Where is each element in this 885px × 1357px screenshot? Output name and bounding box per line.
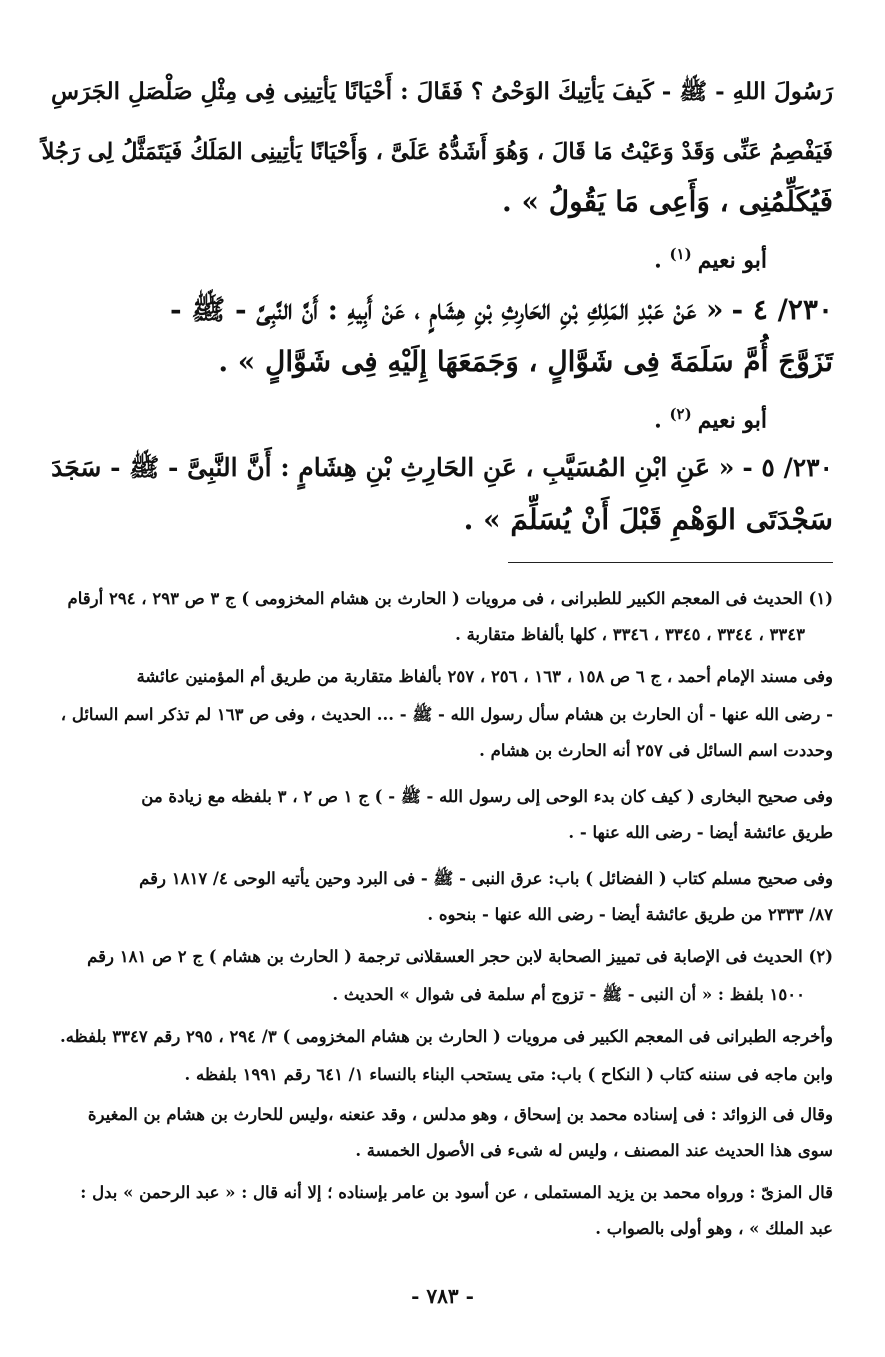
footnote-line: طريق عائشة أيضا - رضى الله عنها - . (568, 823, 833, 842)
footnote-line: - رضى الله عنها - أن الحارث بن هشام سأل رسول الله - ﷺ - ... الحديث ، وفى ص ١٦٣ لم تذكر اسم السائل ، (60, 705, 833, 724)
page-number: - ٧٨٣ - (411, 1284, 474, 1308)
footnote-line: عبد الملك » ، وهو أولى بالصواب . (595, 1219, 833, 1238)
footnote-line: (١) الحديث فى المعجم الكبير للطبرانى ، فى مرويات ( الحارث بن هشام المخزومى ) ج ٣ ص ٢٩٣ ، ٢٩٤ أرقام (67, 589, 833, 608)
footnote-line: وقال فى الزوائد : فى إسناده محمد بن إسحاق ، وهو مدلس ، وقد عنعنه ،وليس للحارث بن هشام بن المغيرة (87, 1105, 833, 1124)
footnote-line: وأخرجه الطبرانى فى المعجم الكبير فى مرويات ( الحارث بن هشام المخزومى ) ٣/ ٢٩٤ ، ٢٩٥ رقم ٣٣٤٧ بلفظه. (59, 1027, 833, 1046)
hadith-4-line (43, 288, 833, 332)
footnote-line: وابن ماجه فى سننه كتاب ( النكاح ) باب: متى يستحب البناء بالنساء ١/ ٦٤١ رقم ١٩٩١ بلفظه . (184, 1065, 833, 1084)
footnote-line: وحددت اسم السائل فى ٢٥٧ أنه الحارث بن هشام . (479, 741, 833, 760)
hadith-number: ٢٣٠/ ٤ - (731, 293, 833, 326)
hadith-5-line (43, 446, 833, 490)
footnote-line: وفى مسند الإمام أحمد ، ج ٦ ص ١٥٨ ، ١٦٣ ، ٢٥٦ ، ٢٥٧ بألفاظ متقاربة من طريق أم المؤمنين عائشة (136, 667, 833, 686)
footnote-line: سوى هذا الحديث عند المصنف ، وليس له شىء فى الأصول الخمسة . (355, 1141, 833, 1160)
footnote-line: ٨٧/ ٢٣٣٣ من طريق عائشة أيضا - رضى الله عنها - بنحوه . (427, 905, 833, 924)
footnote-line: ١٥٠٠ بلفظ : « أن النبى - ﷺ - تزوج أم سلمة فى شوال » الحديث . (332, 985, 805, 1004)
footnote-line: ٣٣٤٣ ، ٣٣٤٤ ، ٣٣٤٥ ، ٣٣٤٦ ، كلها بألفاظ متقاربة . (455, 625, 805, 644)
footnote-line: وفى صحيح مسلم كتاب ( الفضائل ) باب: عرق النبى - ﷺ - فى البرد وحين يأتيه الوحى ٤/ ١٨١٧ رقم (139, 869, 833, 888)
footnote-ref: (٢) (669, 405, 692, 423)
hadith-text-line: فَيُكَلِّمُنِى ، وَأَعِى مَا يَقُولُ » . (502, 185, 833, 218)
footnote-divider (508, 562, 833, 563)
footnote-line: (٢) الحديث فى الإصابة فى تمييز الصحابة لابن حجر العسقلانى ترجمة ( الحارث بن هشام ) ج ٢ ص ١٨١ رقم (87, 947, 833, 966)
hadith-text-line: فَيَفْصِمُ عَنِّى وَقَدْ وَعَيْتُ مَا قَالَ ، وَهُوَ أَشَدُّهُ عَلَىَّ ، وَأَحْيَانًا يَأتِينِى المَلَكُ فَيَتَمَثَّلُ لِى رَجُلاً (41, 139, 833, 165)
hadith-number: ٢٣٠/ ٥ - (742, 453, 833, 482)
footnote-line: وفى صحيح البخارى ( كيف كان بدء الوحى إلى رسول الله - ﷺ - ) ج ١ ص ٢ ، ٣ بلفظه مع زيادة من (141, 787, 833, 806)
hadith-text-line: سَجْدَتَى الوَهْمِ قَبْلَ أَنْ يُسَلِّمَ » . (463, 503, 833, 536)
source-citation: أبو نعيم$^{(١)}$ . (654, 245, 767, 274)
source-citation: أبو نعيم$^{(٢)}$ . (654, 405, 767, 434)
source-name: أبو نعيم (697, 407, 767, 434)
source-name: أبو نعيم (697, 247, 767, 274)
hadith-text-line: تَزَوَّجَ أُمَّ سَلَمَةَ فِى شَوَّالٍ ، وَجَمَعَهَا إِلَيْهِ فِى شَوَّالٍ » . (218, 345, 833, 378)
hadith-text: « عَنِ ابْنِ المُسَيَّبِ ، عَنِ الحَارِثِ بْنِ هِشَامٍ : أَنَّ النَّبِىَّ - ﷺ - سَجَدَ (51, 453, 735, 482)
footnote-line: قال المزىّ : ورواه محمد بن يزيد المستملى ، عن أسود بن عامر بإسناده ؛ إلا أنه قال : « عبد الرحمن » بدل : (80, 1183, 833, 1202)
footnote-ref: (١) (669, 245, 692, 263)
hadith-text-line: رَسُولَ اللهِ - ﷺ - كَيفَ يَأتِيكَ الوَحْىُ ؟ فَقَالَ : أَحْيَانًا يَأتِينِى فِى مِثْلِ صَلْصَلِ الجَرَسِ (50, 78, 833, 105)
hadith-text: « عَنْ عَبْدِ المَلِكِ بْنِ الحَارِثِ بْنِ هِشَامٍ ، عَنْ أَبِيهِ : أَنَّ النَّبِىَّ - ﷺ - (170, 293, 724, 326)
